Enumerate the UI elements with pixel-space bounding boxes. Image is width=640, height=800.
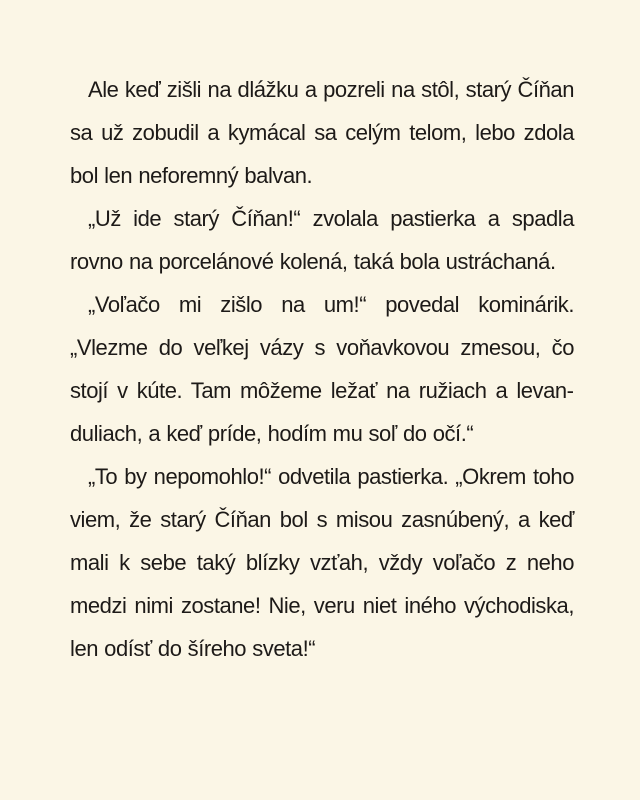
paragraph-1: Ale keď zišli na dlážku a pozreli na stôl, starý Číňan sa už zobudil a kymácal sa celým telom, lebo zdola bol len neforemný balvan. bbox=[70, 77, 574, 188]
body-text bbox=[70, 68, 574, 670]
paragraph-4: „To by nepomohlo!“ odvetila pastierka. „Okrem toho viem, že starý Číňan bol s misou zasnúbený, a keď mali k sebe taký blízky vzťah, vždy voľačo z neho medzi nimi zostane! Nie, veru niet iného východiska, len odísť do šíreho sveta!“ bbox=[70, 464, 574, 661]
paragraph-2: „Už ide starý Číňan!“ zvolala pastierka a spadla rovno na porcelánové kolená, taká bola ustráchaná. bbox=[70, 206, 574, 274]
paragraph-3: „Voľačo mi zišlo na um!“ povedal kominárik. „Vlezme do veľkej vázy s voňavkovou zmesou, čo stojí v kúte. Tam môžeme ležať na ružiach a levanduliach, a keď príde, hodím mu soľ do očí.“ bbox=[70, 292, 574, 446]
